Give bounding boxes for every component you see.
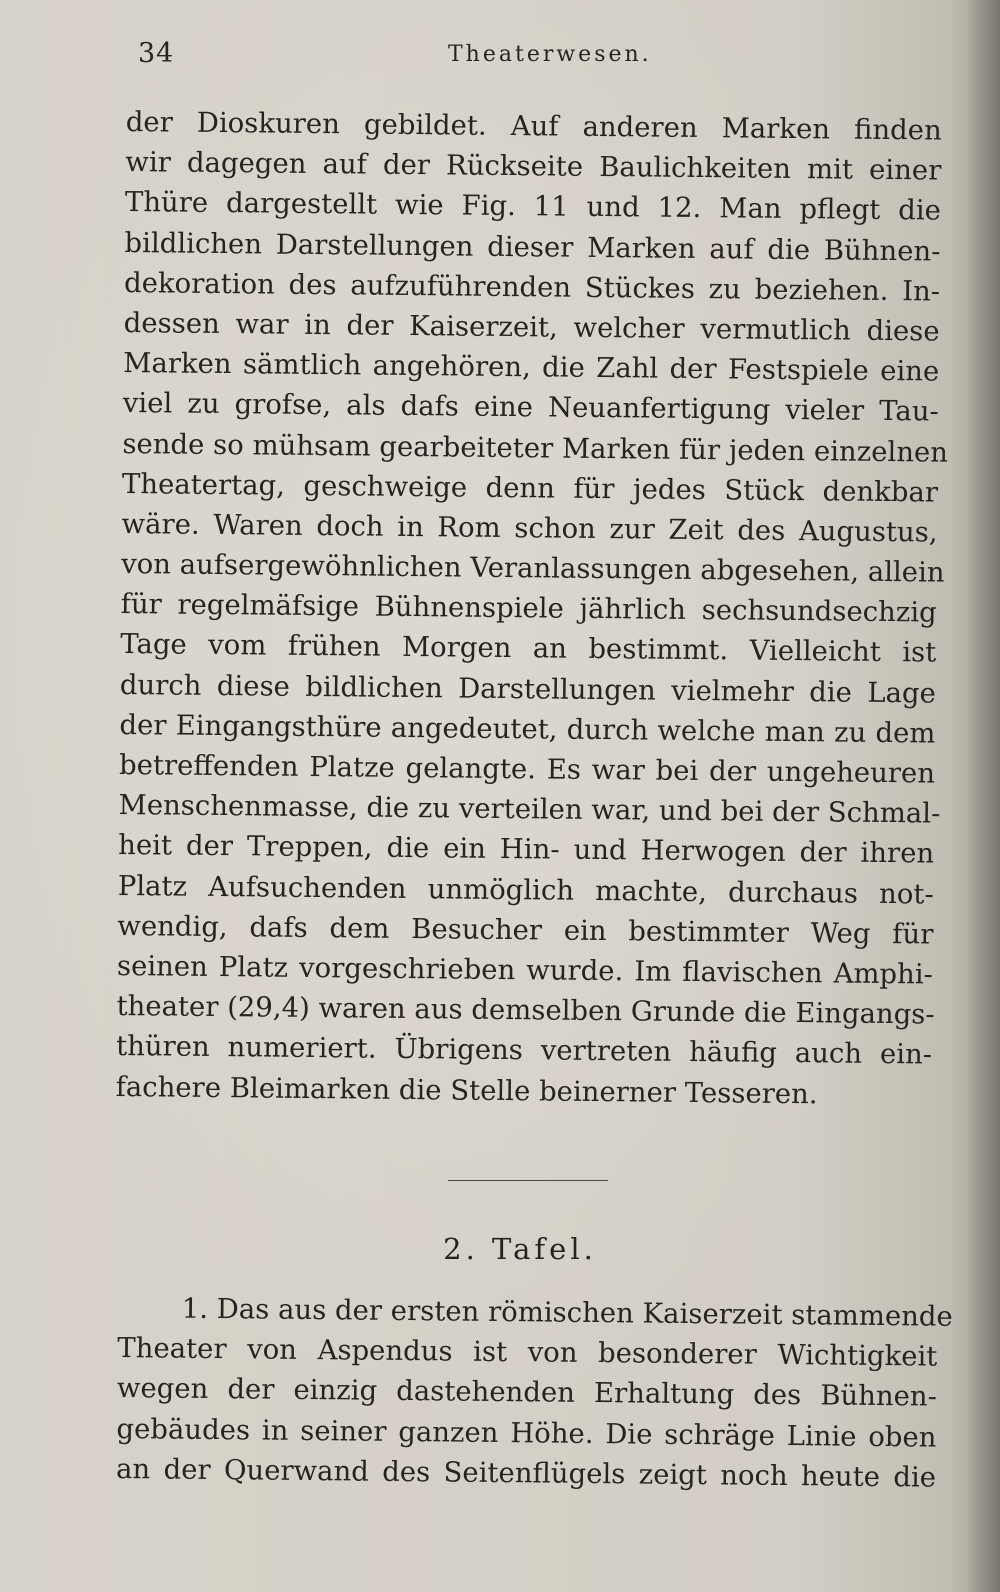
text-line: durch diese bildlichen Darstellungen vielmehr die Lage xyxy=(119,668,937,710)
section-title: 2. Tafel. xyxy=(443,1232,597,1266)
text-line: der Eingangsthüre angedeutet, durch welche man zu dem xyxy=(119,708,936,750)
text-line: 1. Das aus der ersten römischen Kaiserzeit stammende xyxy=(181,1292,953,1333)
page-header xyxy=(138,38,652,78)
text-line: heit der Treppen, die ein Hin- und Herwogen der ihren xyxy=(118,829,935,870)
running-head: Theaterwesen. xyxy=(448,42,652,67)
text-line: betreffenden Platze gelangte. Es war bei der ungeheuren xyxy=(118,748,936,790)
text-line: für regelmäfsige Bühnenspiele jährlich sechsundsechzig xyxy=(120,588,937,629)
text-line: fachere Bleimarken die Stelle beinerner Tesseren. xyxy=(115,1070,818,1110)
section-divider xyxy=(448,1180,608,1181)
paragraph-body xyxy=(115,102,949,1115)
text-line: Thüre dargestellt wie Fig. 11 und 12. Man pflegt die xyxy=(124,186,942,227)
text-line: Marken sämtlich angehören, die Zahl der Festspiele eine xyxy=(123,347,940,388)
text-line: der Dioskuren gebildet. Auf anderen Marken finden xyxy=(125,105,942,147)
text-line: seinen Platz vorgeschrieben wurde. Im flavischen Amphi- xyxy=(116,949,934,991)
text-line: Menschenmasse, die zu verteilen war, und bei der Schmal- xyxy=(118,789,941,830)
text-line: Platz Aufsuchenden unmöglich machte, durchaus not- xyxy=(117,869,934,911)
text-line: dekoration des aufzuführenden Stückes zu beziehen. In- xyxy=(123,266,941,308)
text-line: an der Querwand des Seitenflügels zeigt noch heute die xyxy=(115,1452,937,1494)
text-line: von aufsergewöhnlichen Veranlassungen abgesehen, allein xyxy=(120,548,945,589)
text-line: wir dagegen auf der Rückseite Baulichkeiten mit einer xyxy=(125,146,942,187)
text-line: Theater von Aspendus ist von besonderer Wichtigkeit xyxy=(117,1332,938,1373)
text-line: bildlichen Darstellungen dieser Marken auf die Bühnen- xyxy=(124,226,941,268)
text-line: Theatertag, geschweige denn für jedes Stück denkbar xyxy=(121,467,939,509)
section-body xyxy=(115,1288,953,1498)
text-line: theater (29,4) waren aus demselben Grunde die Eingangs- xyxy=(116,990,935,1031)
text-line: Tage vom frühen Morgen an bestimmt. Vielleicht ist xyxy=(120,628,937,669)
text-line: wendig, dafs dem Besucher ein bestimmter Weg für xyxy=(117,909,934,951)
text-line: dessen war in der Kaiserzeit, welcher vermutlich diese xyxy=(123,306,940,348)
text-line: thüren numeriert. Übrigens vertreten häufig auch ein- xyxy=(115,1030,933,1071)
text-line: viel zu grofse, als dafs eine Neuanfertigung vieler Tau- xyxy=(122,387,939,428)
text-line: wegen der einzig dastehenden Erhaltung des Bühnen- xyxy=(116,1372,938,1413)
page-number: 34 xyxy=(138,38,175,69)
text-line: wäre. Waren doch in Rom schon zur Zeit des Augustus, xyxy=(121,507,938,549)
text-line: gebäudes in seiner ganzen Höhe. Die schräge Linie oben xyxy=(116,1412,937,1454)
text-line: sende so mühsam gearbeiteter Marken für jeden einzelnen xyxy=(122,427,949,469)
